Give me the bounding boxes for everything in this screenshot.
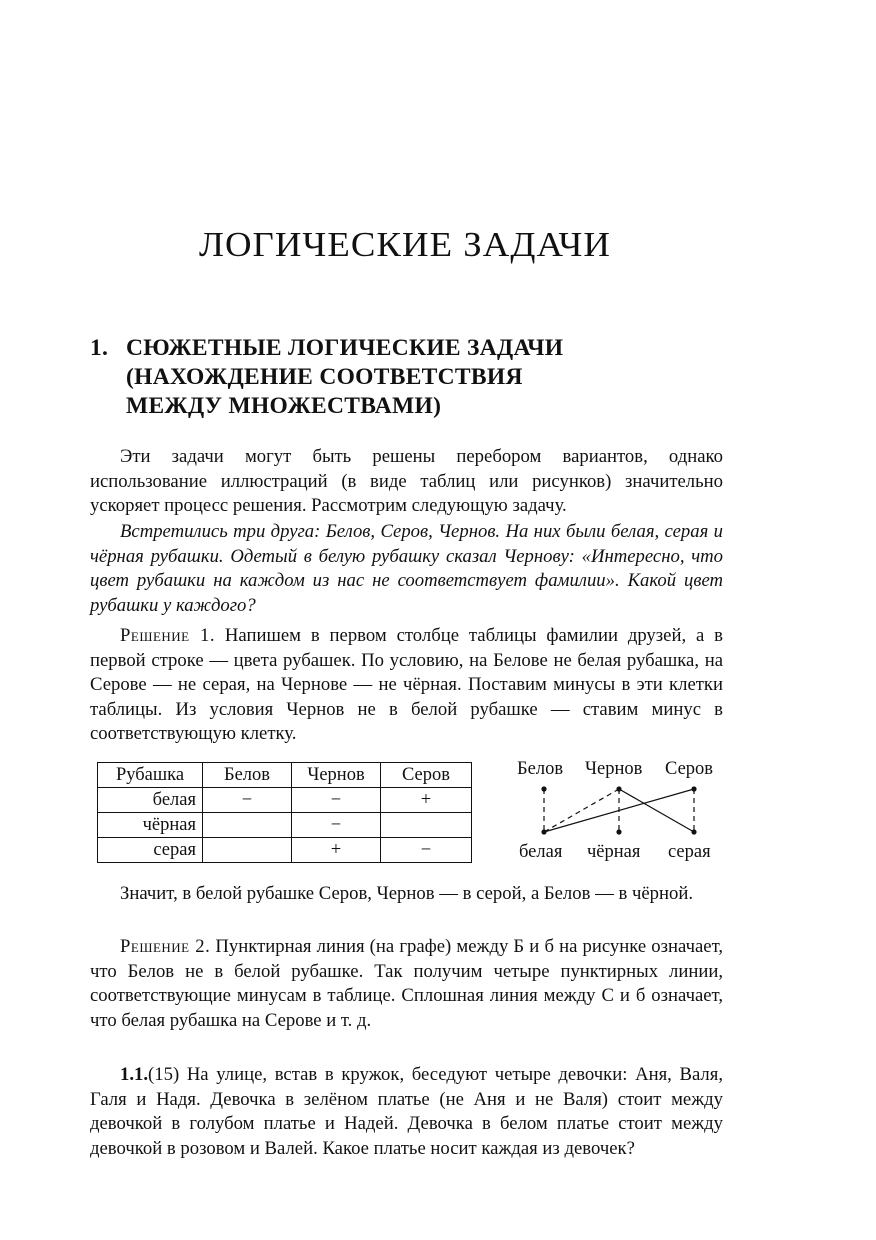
table-row-label: чёрная (98, 813, 203, 838)
graph-node-label-top: Чернов (585, 759, 643, 779)
shirt-table (97, 762, 472, 863)
problem-statement: Встретились три друга: Белов, Серов, Чернов. На них были белая, серая и чёрная рубашки. Одетый в белую рубашку сказал Чернову: «Интересно, что цвет рубашки на каждом из нас не соответствует фамилии». Какой цвет рубашки у каждого? (90, 521, 723, 616)
exercise-ref: (15) (148, 1064, 180, 1085)
graph-node (691, 786, 696, 791)
graph-node (541, 786, 546, 791)
table-cell (203, 813, 292, 838)
graph-node (616, 829, 621, 834)
table-header-cell: Рубашка (98, 763, 203, 788)
table-row (98, 838, 472, 863)
graph-node-label-top: Серов (665, 759, 714, 779)
table-header-cell: Чернов (292, 763, 381, 788)
table-header-row (98, 763, 472, 788)
table-row (98, 813, 472, 838)
table-cell: − (292, 788, 381, 813)
solution-1-paragraph (90, 624, 723, 747)
solution-2-label: Решение 2. (120, 936, 211, 957)
table-cell (203, 838, 292, 863)
solution-2-text: Пунктирная линия (на графе) между Б и б на рисунке означает, что Белов не в белой рубашке. Так получим четыре пунктирных линии, соответствующие минусам в таблице. Сплошная линия между С и б означает, что белая рубашка на Серове и т. д. (90, 936, 723, 1031)
table-cell: + (292, 838, 381, 863)
table-cell: − (203, 788, 292, 813)
graph-node (541, 829, 546, 834)
chapter-title: ЛОГИЧЕСКИЕ ЗАДАЧИ (198, 225, 612, 264)
graph-node-label-bottom: белая (519, 842, 563, 862)
table-header-cell: Белов (203, 763, 292, 788)
table-cell: + (381, 788, 472, 813)
graph-node-label-bottom: серая (668, 842, 711, 862)
solution-2-paragraph (90, 935, 723, 1033)
table-header-cell: Серов (381, 763, 472, 788)
graph-node (691, 829, 696, 834)
section-heading (90, 334, 730, 421)
exercise-paragraph (90, 1063, 723, 1161)
conclusion-paragraph: Значит, в белой рубашке Серов, Чернов — в серой, а Белов — в чёрной. (120, 883, 694, 904)
table-row-label: серая (98, 838, 203, 863)
solution-1-text: Напишем в первом столбце таблицы фамилии друзей, а в первой строке — цвета рубашек. По условию, на Белове не белая рубашка, на Серове — не серая, на Чернове — не чёрная. Поставим минусы в эти клетки таблицы. Из условия Чернов не в белой рубашке — ставим минус в соответствующую клетку. (90, 625, 724, 745)
table-row-label: белая (98, 788, 203, 813)
table-cell: − (381, 838, 472, 863)
table-cell: − (292, 813, 381, 838)
graph-node-label-top: Белов (517, 759, 564, 779)
section-heading-line: СЮЖЕТНЫЕ ЛОГИЧЕСКИЕ ЗАДАЧИ (126, 335, 564, 361)
intro-paragraph: Эти задачи могут быть решены перебором вариантов, однако использование иллюстраций (в виде таблиц или рисунков) значительно ускоряет процесс решения. Рассмотрим следующую задачу. (90, 446, 723, 517)
section-number: 1. (90, 335, 109, 361)
solution-1-label: Решение 1. (120, 625, 216, 646)
section-heading-line: МЕЖДУ МНОЖЕСТВАМИ) (126, 393, 442, 419)
graph-edge-dashed (544, 789, 619, 832)
exercise-number: 1.1. (120, 1064, 149, 1085)
graph-edge-solid (619, 789, 694, 832)
table-row (98, 788, 472, 813)
table-cell (381, 813, 472, 838)
section-heading-line: (НАХОЖДЕНИЕ СООТВЕТСТВИЯ (126, 364, 523, 390)
relation-graph (505, 752, 735, 872)
exercise-text: На улице, встав в кружок, беседуют четыре девочки: Аня, Валя, Галя и Надя. Девочка в зелёном платье (не Аня и не Валя) стоит между девочкой в голубом платье и Надей. Девочка в белом платье стоит между девочкой в розовом и Валей. Какое платье носит каждая из девочек? (90, 1064, 724, 1159)
graph-node-label-bottom: чёрная (587, 842, 641, 862)
graph-node (616, 786, 621, 791)
